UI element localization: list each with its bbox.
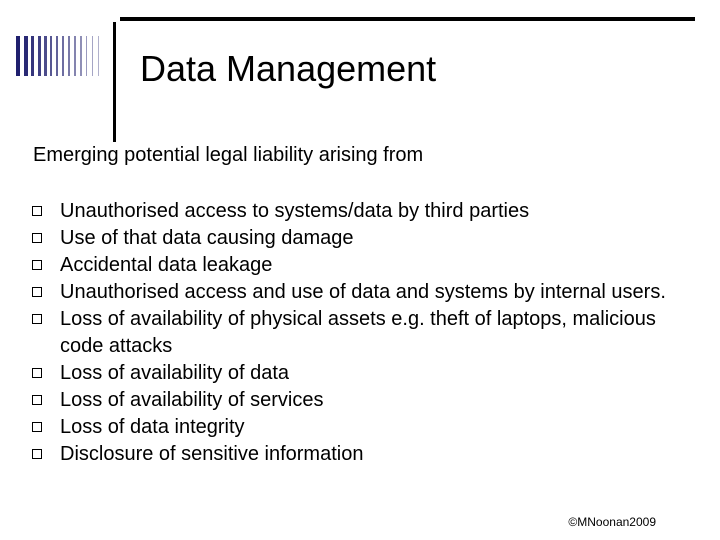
bullet-square-icon (32, 314, 42, 324)
decorative-bar (68, 36, 70, 76)
bullet-text: Unauthorised access and use of data and systems by internal users. (60, 281, 666, 303)
bullet-item (32, 387, 692, 414)
title-top-rule (120, 17, 695, 21)
bullet-text: Unauthorised access to systems/data by third parties (60, 200, 530, 222)
decorative-bar (74, 36, 76, 76)
slide-title: Data Management (140, 48, 437, 89)
bullet-item (32, 306, 692, 360)
decorative-bar (56, 36, 58, 76)
bullet-square-icon (32, 260, 42, 270)
decorative-bar (44, 36, 47, 76)
decorative-bar (24, 36, 28, 76)
bullet-item (32, 198, 692, 225)
bullet-text: Loss of availability of services (60, 389, 324, 411)
bullet-item (32, 360, 692, 387)
decorative-bar (62, 36, 64, 76)
bullet-item (32, 414, 692, 441)
bullet-item (32, 225, 692, 252)
bullet-item (32, 252, 692, 279)
bullet-text: Accidental data leakage (60, 254, 273, 276)
bullet-square-icon (32, 368, 42, 378)
copyright-footer: ©MNoonan2009 (568, 515, 656, 529)
decorative-bar (86, 36, 87, 76)
bullet-square-icon (32, 449, 42, 459)
decorative-bar (98, 36, 99, 76)
bullet-square-icon (32, 422, 42, 432)
decorative-bar (50, 36, 52, 76)
bullet-text: Loss of data integrity (60, 416, 245, 438)
decorative-bar (31, 36, 34, 76)
bullet-text: Use of that data causing damage (60, 227, 354, 249)
bullet-square-icon (32, 395, 42, 405)
decorative-bar (38, 36, 41, 76)
decorative-bar (16, 36, 20, 76)
bullet-item (32, 279, 692, 306)
intro-text: Emerging potential legal liability arising from (33, 144, 424, 166)
title-left-rule (113, 22, 116, 142)
bullet-square-icon (32, 206, 42, 216)
bullet-square-icon (32, 287, 42, 297)
bullet-item (32, 441, 692, 468)
bullet-text: Loss of availability of data (60, 362, 290, 384)
bullet-text: Disclosure of sensitive information (60, 443, 364, 465)
bullet-text: Loss of availability of physical assets e.g. theft of laptops, malicious code attacks (60, 308, 656, 357)
decorative-bar (80, 36, 82, 76)
bullet-square-icon (32, 233, 42, 243)
bullet-list (32, 198, 692, 468)
decorative-bar (92, 36, 93, 76)
